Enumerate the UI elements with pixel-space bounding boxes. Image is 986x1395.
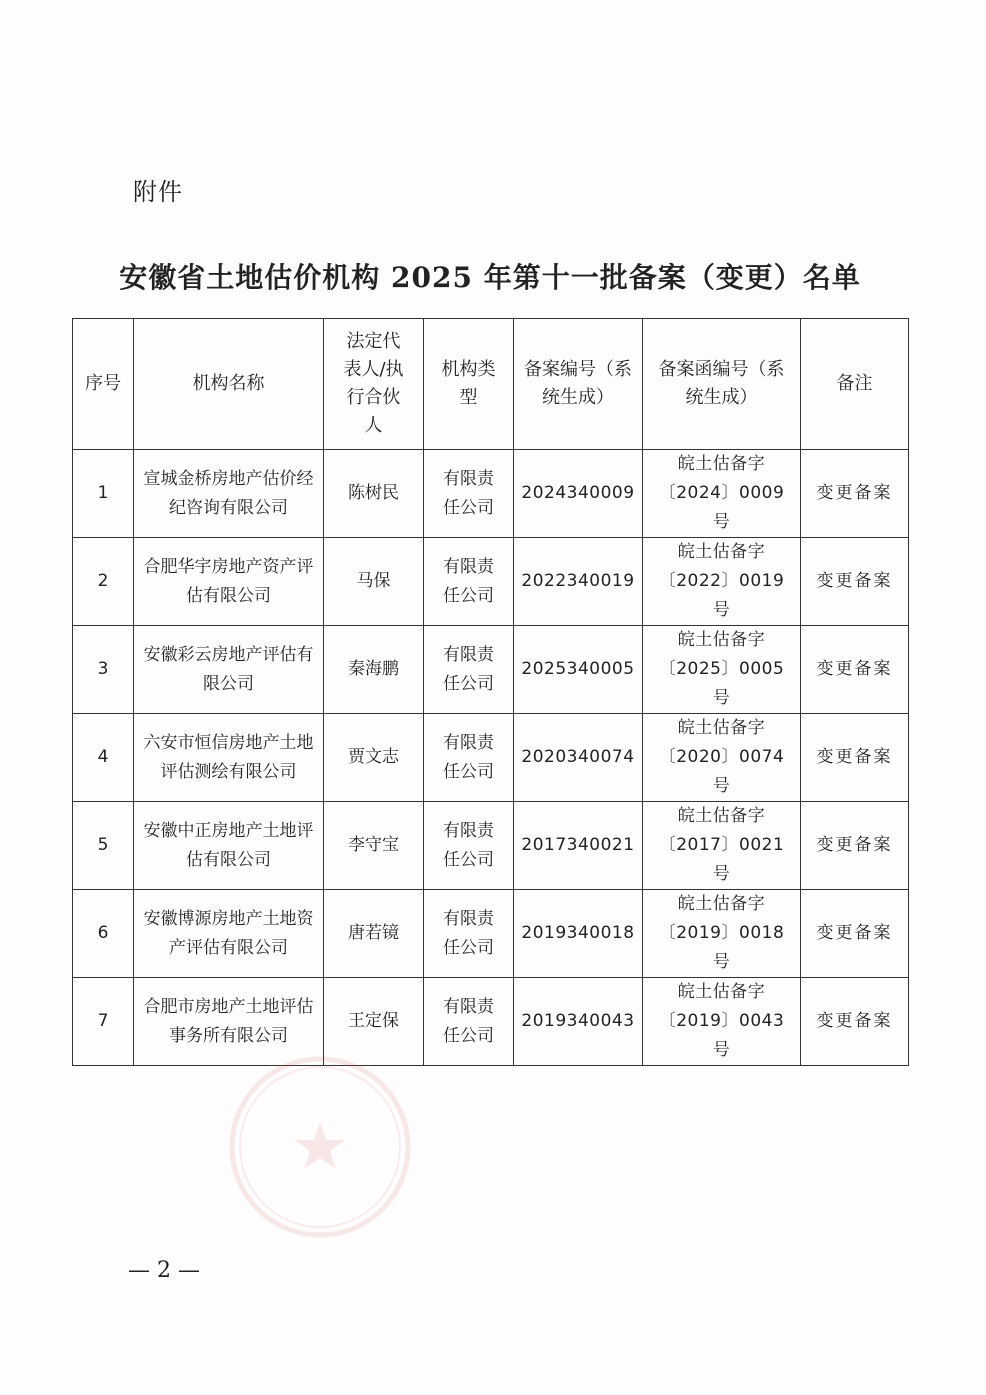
header-index: 序号 [73,319,134,450]
org-type: 有限责任公司 [424,714,514,802]
record-no: 2019340043 [514,978,643,1066]
org-name: 合肥华宇房地产资产评估有限公司 [134,538,324,626]
remark: 变更备案 [801,626,909,714]
letter-no: 皖土估备字〔2017〕0021 号 [643,802,801,890]
row-index: 3 [73,626,134,714]
org-type: 有限责任公司 [424,538,514,626]
letter-no: 皖土估备字〔2025〕0005 号 [643,626,801,714]
org-type: 有限责任公司 [424,978,514,1066]
representative: 李守宝 [324,802,424,890]
letter-no: 皖土估备字〔2019〕0043 号 [643,978,801,1066]
remark: 变更备案 [801,890,909,978]
table-row [73,714,909,802]
row-index: 6 [73,890,134,978]
representative: 王定保 [324,978,424,1066]
remark: 变更备案 [801,714,909,802]
row-index: 1 [73,450,134,538]
table-row [73,538,909,626]
letter-no: 皖土估备字〔2024〕0009 号 [643,450,801,538]
org-type: 有限责任公司 [424,890,514,978]
document-title: 安徽省土地估价机构 2025 年第十一批备案（变更）名单 [119,261,861,294]
representative: 唐若镜 [324,890,424,978]
table-row [73,978,909,1066]
attachment-label: 附件 [133,178,183,206]
record-no: 2025340005 [514,626,643,714]
representative: 陈树民 [324,450,424,538]
record-no: 2019340018 [514,890,643,978]
org-type: 有限责任公司 [424,450,514,538]
org-name: 安徽中正房地产土地评估有限公司 [134,802,324,890]
letter-no: 皖土估备字〔2022〕0019 号 [643,538,801,626]
header-remark: 备注 [801,319,909,450]
table-row [73,450,909,538]
letter-no: 皖土估备字〔2019〕0018 号 [643,890,801,978]
header-name: 机构名称 [134,319,324,450]
org-type: 有限责任公司 [424,626,514,714]
letter-no: 皖土估备字〔2020〕0074 号 [643,714,801,802]
header-representative: 法定代表人/执行合伙人 [324,319,424,450]
org-name: 合肥市房地产土地评估事务所有限公司 [134,978,324,1066]
remark: 变更备案 [801,802,909,890]
record-no: 2020340074 [514,714,643,802]
representative: 贾文志 [324,714,424,802]
record-no: 2024340009 [514,450,643,538]
header-type: 机构类型 [424,319,514,450]
table-row [73,890,909,978]
table-row [73,802,909,890]
official-seal-watermark [225,1052,415,1242]
record-no: 2017340021 [514,802,643,890]
record-no: 2022340019 [514,538,643,626]
header-letter-no: 备案函编号（系统生成） [643,319,801,450]
representative: 马保 [324,538,424,626]
remark: 变更备案 [801,978,909,1066]
remark: 变更备案 [801,538,909,626]
row-index: 7 [73,978,134,1066]
remark: 变更备案 [801,450,909,538]
header-record-no: 备案编号（系统生成） [514,319,643,450]
table-header-row [73,319,909,450]
org-name: 宣城金桥房地产估价经纪咨询有限公司 [134,450,324,538]
row-index: 4 [73,714,134,802]
row-index: 2 [73,538,134,626]
org-name: 安徽彩云房地产评估有限公司 [134,626,324,714]
representative: 秦海鹏 [324,626,424,714]
registry-table [72,318,909,1066]
table-row [73,626,909,714]
page-number: — 2 — [128,1258,200,1283]
org-type: 有限责任公司 [424,802,514,890]
row-index: 5 [73,802,134,890]
org-name: 安徽博源房地产土地资产评估有限公司 [134,890,324,978]
org-name: 六安市恒信房地产土地评估测绘有限公司 [134,714,324,802]
